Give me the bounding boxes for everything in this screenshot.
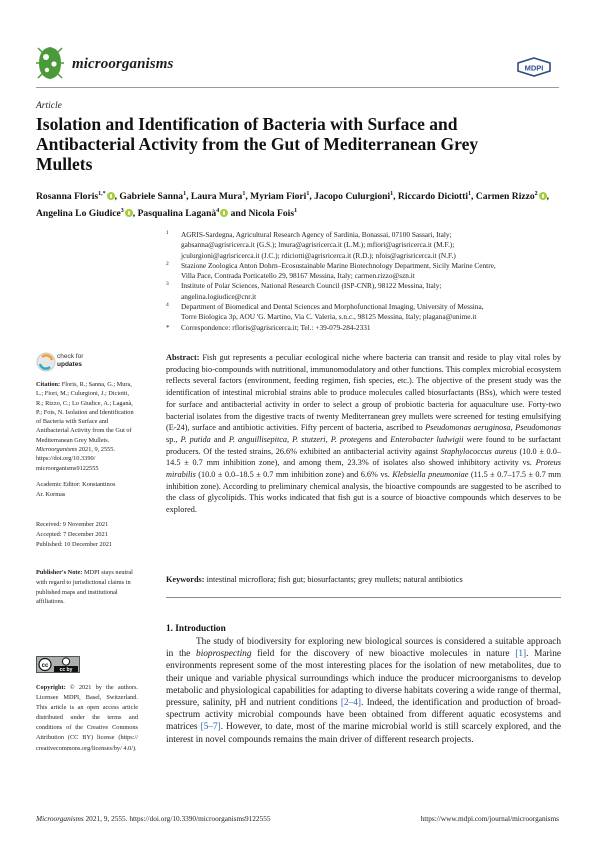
abstract-text: , [510, 423, 516, 433]
svg-text:cc: cc [41, 663, 49, 669]
author-affiliation-mark: 3 [120, 208, 124, 215]
species-name: Klebsiella pneumoniae [392, 470, 469, 480]
abstract-text: (11.5 ± 0.7–17.5 ± 0.7 mm inhibition zone). According to preliminary chemical analysis, the bioactive compounds are suggested to be ascribed to the class of glycolipids. This works indicated that fish gut is a source of bioactive compounds which deserves to be explored. [166, 470, 561, 515]
affiliation-item [166, 261, 561, 282]
affiliations [166, 230, 561, 333]
author-affiliation-mark: 1 [183, 191, 187, 197]
abstract-text: and [372, 434, 391, 444]
species-name: Enterobacter ludwigii [390, 434, 464, 444]
species-name: P. putida [180, 434, 211, 444]
keywords-label: Keywords: [166, 575, 205, 584]
affiliation-line: Institute of Polar Sciences, National Research Council (ISP-CNR), 98122 Messina, Italy; [181, 281, 442, 291]
affiliation-line: Villa Pace, Contrada Porticatello 29, 98167 Messina, Italy; carmen.rizzo@szn.it [181, 271, 415, 281]
author-name: Rosanna Floris [36, 191, 99, 203]
cc-label: cc by [59, 667, 73, 672]
dates-block [36, 520, 146, 550]
reference-link[interactable]: [1] [515, 649, 527, 660]
date-accepted: Accepted: 7 December 2021 [36, 531, 108, 538]
author-name: Nicola Fois [248, 208, 295, 220]
affiliation-item [166, 230, 561, 261]
abstract-text: were found to be surfactant producers. Of the tested strains, 26.6% exhibited an antibacterial activity against [166, 434, 561, 456]
affiliation-number: 4 [166, 302, 169, 309]
article-title: Isolation and Identification of Bacteria with Surface and Antibacterial Activity from the Gut of Mediterranean Grey Mullets [36, 114, 479, 174]
footer-journal: Microorganisms [36, 814, 84, 823]
species-name: P. anguillisepitca, P. stutzeri, P. protegens [228, 434, 373, 444]
publisher-note-label: Publisher's Note: [36, 569, 83, 576]
journal-name: microorganisms [72, 56, 174, 72]
abstract-text: Fish gut represents a peculiar ecological niche where bacteria can transit and reside to play vital roles by producing bio-compounds with nutritional, immunomodulatory and other functions. This complex microbial ecosystem reflects several factors (environment, feeding regimen, fish species, etc.). The objective of the present study was the identification of intestinal microbial strains able to produce molecules called biosurfactants (BSs), which were tested for surface and antibacterial activity in order to select a group of probiotic bacteria for aquaculture use. Forty-two bacterial isolates from the digestive tracts of twenty Mediterranean grey mullets were screened for testing emulsifying (E-24), surface and antibiotic activities. Fifty percent of bacteria, ascribed to [166, 353, 562, 433]
author-name: Riccardo Diciotti [397, 191, 468, 203]
author-name: Laura Mura [190, 191, 243, 203]
abstract-text: (10.0 ± 0.0–18.5 ± 0.7 mm inhibition zone) and 6.6% vs. [195, 470, 393, 480]
affiliation-item [166, 281, 561, 302]
body-text: . However, to date, most of the marine microbial world is still scarcely explored, and the interest in novel compounds remains the main driver of different research projects. [166, 722, 561, 745]
orcid-icon[interactable] [220, 209, 228, 217]
cc-logo-icon [37, 657, 79, 672]
mdpi-logo-icon[interactable] [517, 57, 551, 77]
body-italic: bioprospecting [196, 649, 252, 660]
citation-journal: Microorganisms [36, 446, 78, 454]
check-updates-bottom: updates [57, 360, 82, 368]
author-name: Carmen Rizzo [475, 191, 535, 203]
academic-editor [36, 480, 146, 499]
species-name: Staphylococcus aureus [440, 446, 517, 456]
publisher-note [36, 568, 140, 607]
date-received: Received: 9 November 2021 [36, 521, 109, 528]
reference-link[interactable]: [2–4] [340, 698, 362, 709]
affiliation-line: gabsanna@agrisricerca.it (G.S.); lmura@agrisricerca.it (L.M.); mfiori@agrisricerca.it (M.F.); [181, 240, 455, 250]
author-name: Gabriele Sanna [119, 191, 184, 203]
abstract-text: (10.0 ± 0.0–14.5 ± 0.7 mm inhibition zone), and among them, 23.3% of isolates also showed inhibitory activity vs. [166, 446, 561, 468]
orcid-icon[interactable] [125, 209, 133, 217]
author-name: Angelina Lo Giudice [36, 208, 121, 220]
affiliation-number: 2 [166, 260, 169, 267]
check-updates-icon [36, 352, 56, 372]
affiliation-item [166, 302, 561, 323]
affiliation-number: 3 [166, 281, 169, 288]
copyright-label: Copyright: [36, 684, 66, 691]
orcid-icon[interactable] [539, 192, 547, 200]
citation-label: Citation: [36, 381, 61, 388]
affiliation-number: * [166, 323, 170, 332]
species-name: Proteus mirabilis [166, 458, 561, 480]
citation-block [36, 380, 138, 473]
abstract-text: and [210, 434, 229, 444]
abstract [166, 352, 561, 516]
header-divider [36, 87, 559, 88]
author-affiliation-mark: 1 [306, 191, 310, 197]
citation-text: Floris, R.; Sanna, G.; Mura, L.; Fiori, M.; Culurgioni, J.; Diciotti, R.; Rizzo, C.; Lo Giudice, A.; Laganà, P.; Fois, N. Isolation and Identification of Bacteria with Surface and Antibacterial Activity from the Gut of Mediterranean Grey Mullets. [36, 381, 134, 444]
affiliation-line: Torre Biologica 3p, AOU 'G. Martino, Via C. Valeria, s.n.c., 98125 Messina, Italy; plagana@unime.it [181, 312, 477, 322]
affiliation-line: Correspondence: rfloris@agrisricerca.it; Tel.: +39-079-284-2331 [181, 322, 371, 332]
author-affiliation-mark: 1 [468, 191, 471, 197]
footer-doi[interactable]: 2021, 9, 2555. https://doi.org/10.3390/microorganisms9122555 [85, 814, 271, 823]
affiliation-line: Stazione Zoologica Anton Dohrn–Ecosustainable Marine Biotechnology Department, Sicily Marine Centre, [181, 260, 496, 270]
author-name: Myriam Fiori [250, 191, 307, 203]
intro-paragraph [166, 636, 561, 746]
editor-line: Academic Editor: Konstantinos [36, 481, 116, 488]
author-affiliation-mark: 2 [534, 191, 538, 197]
body-text: The study of biodiversity for exploring new biological sources is considered a suitable approach in the [166, 637, 561, 660]
abstract-label: Abstract: [166, 353, 200, 362]
body-text: . Marine environments represent some of the most interesting places for the isolation of new metabolites, due to their unique and variable physical surroundings which induce the producer microorganisms to develop metabolic and physiological capabilities for adapting to diverse habitats covering a wide range of thermal, pressure, salinity, pH and nutrient conditions [166, 649, 562, 709]
author-affiliation-mark: 1 [294, 208, 298, 215]
author-list: Rosanna Floris$^{1,*}$ , Gabriele Sanna$^1$, Laura Mura$^1$, Myriam Fiori$^1$, Jacopo Culurgioni$^1$, Riccardo Diciotti$^1$, Carmen Rizzo$^2$ , Angelina Lo Giudice$^3$ , Pasqualina Laganà$^4$ and Nicola Fois$^1$ [36, 191, 550, 220]
article-type: Article [36, 101, 62, 111]
keywords-text: intestinal microflora; fish gut; biosurfactants; grey mullets; natural antibiotics [206, 575, 463, 584]
journal-logo-icon [36, 44, 64, 82]
orcid-icon[interactable] [107, 192, 115, 200]
citation-doi[interactable]: 2021, 9, 2555. https://doi.org/10.3390/ microorganisms9122555 [36, 446, 115, 472]
affiliation-line: angelina.logiudice@cnr.it [181, 291, 257, 301]
copyright-text: © 2021 by the authors. Licensee MDPI, Basel, Switzerland. This article is an open access article distributed under the terms and conditions of the Creative Commons Attribution (CC BY) license (https:// creativecommons.org/licenses/by/ 4.0/). [36, 684, 138, 752]
date-published: Published: 10 December 2021 [36, 541, 113, 548]
author-name: Jacopo Culurgioni [314, 191, 391, 203]
reference-link[interactable]: [5–7] [200, 722, 221, 733]
affiliation-line: jculurgioni@agrisricerca.it (J.C.); rdiciotti@agrisricerca.it (R.D.); nfois@agrisricerca.it (N.F.) [181, 250, 456, 260]
author-affiliation-mark: 4 [216, 208, 220, 215]
affiliation-line: Department of Biomedical and Dental Sciences and Morphofunctional Imaging, University of Messina, [181, 302, 484, 312]
author-name: Pasqualina Laganà [137, 208, 217, 220]
footer-url[interactable]: https://www.mdpi.com/journal/microorganisms [420, 814, 559, 823]
keywords [166, 574, 561, 586]
keywords-divider [166, 597, 561, 598]
body-text: . Indeed, the identification and production of broad-spectrum activity microbial compounds have been obtained from different aquatic ecosystems and matrices [166, 698, 561, 733]
affiliation-line: AGRIS-Sardegna, Agricultural Research Agency of Sardinia, Bonassai, 07100 Sassari, Italy; [181, 230, 452, 239]
author-affiliation-mark: 1 [242, 191, 246, 197]
author-affiliation-mark: 1,* [98, 191, 106, 197]
check-for-updates-badge[interactable] [36, 352, 96, 374]
author-affiliation-mark: 1 [390, 191, 394, 197]
species-name: Pseudomonas aeruginosa [425, 423, 511, 433]
footer-citation [36, 814, 271, 823]
body-text: field for the discovery of new bioactive molecules in nature [251, 649, 516, 660]
affiliation-number: 1 [166, 230, 169, 236]
affiliation-item [166, 323, 561, 333]
copyright-block [36, 683, 138, 754]
section-heading: 1. Introduction [166, 624, 226, 634]
editor-line-2: Ar. Kormas [36, 490, 66, 498]
check-updates-top: check for [57, 353, 84, 360]
publisher-note-text: MDPI stays neutral with regard to jurisdictional claims in published maps and institutional affiliations. [36, 569, 133, 606]
mdpi-logo-text: MDPI [524, 63, 544, 73]
abstract-text: sp., [166, 434, 181, 444]
species-name: Pseudomonas [515, 423, 562, 433]
cc-by-license-icon[interactable] [36, 656, 80, 673]
